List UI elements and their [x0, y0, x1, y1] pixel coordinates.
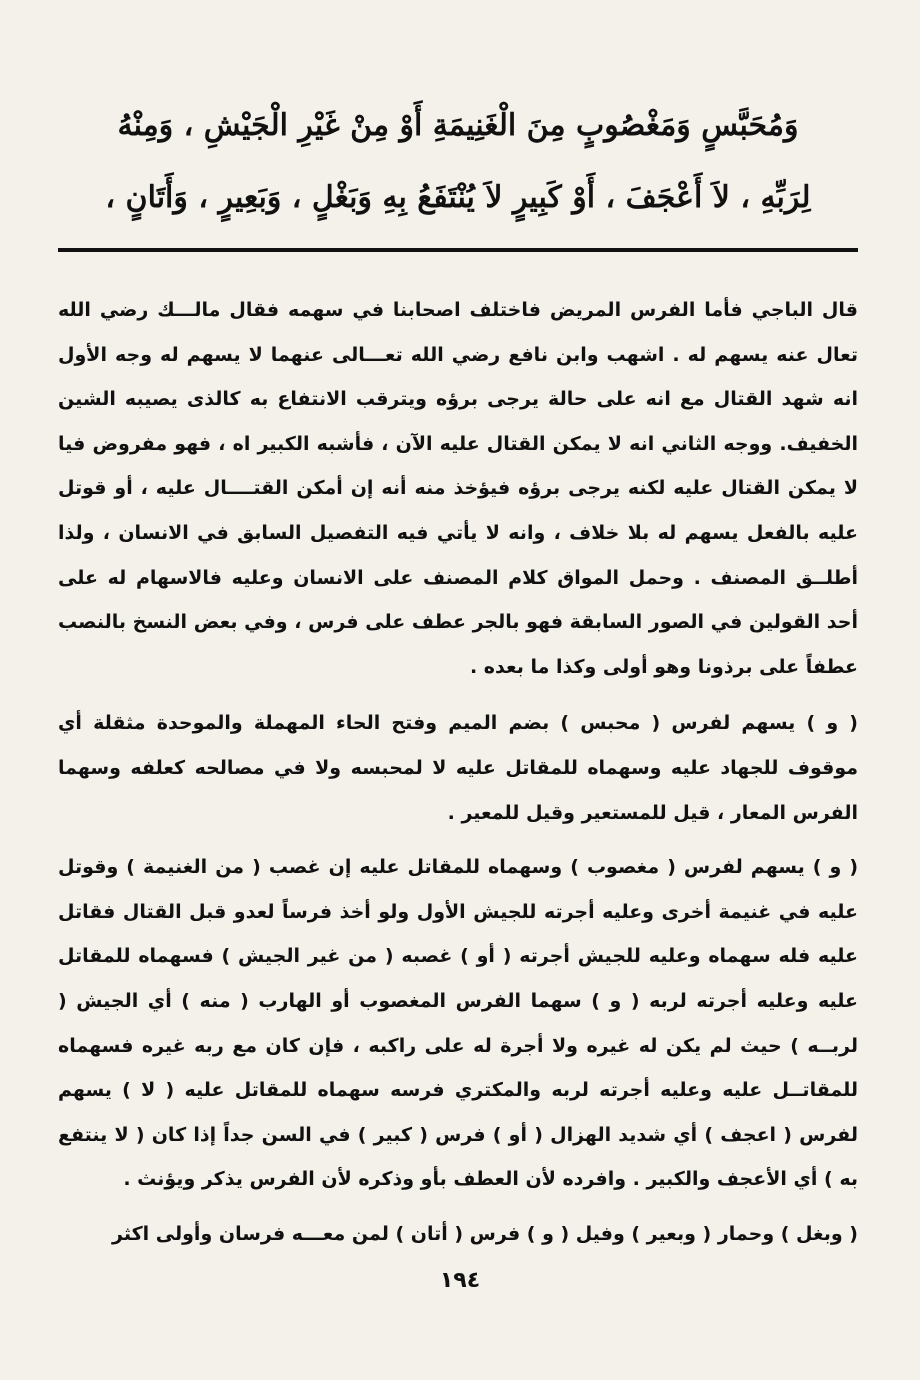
- header-divider: [58, 248, 858, 252]
- paragraph: ( و ) يسهم لفرس ( مغصوب ) وسهماه للمقاتل عليه إن غصب ( من الغنيمة ) وقوتل عليه في غنيمة أخرى وعليه أجرته للجيش الأول ولو أخذ فرساً لعدو قبل القتال فقاتل عليه فله سهماه وعليه للجيش أجرته ( أو ) غصبه ( من غير الجيش ) فسهماه للمقاتل عليه وعليه أجرته لربه ( و ) سهما الفرس المغصوب أو الهارب ( منه ) أي الجيش ( لربــه ) حيث لم يكن له غيره ولا أجرة له على راكبه ، فإن كان مع ربه غيره فسهماه للمقاتــل عليه وعليه أجرته لربه والمكتري فرسه سهماه للمقاتل عليه ( لا ) يسهم لفرس ( اعجف ) أي شديد الهزال ( أو ) فرس ( كبير ) في السن جداً إذا كان ( لا ينتفع به ) أي الأعجف والكبير . وافرده لأن العطف بأو وذكره لأن الفرس يذكر ويؤنث .: [58, 856, 858, 1191]
- paragraph: قال الباجي فأما الفرس المريض فاختلف اصحابنا في سهمه فقال مالـــك رضي الله تعال عنه يسهم له . اشهب وابن نافع رضي الله تعـــالى عنهما لا يسهم له وجه الأول انه شهد القتال مع انه على حالة يرجى برؤه ويترقب الانتفاع به كالذى يصيبه الشين الخفيف. ووجه الثاني انه لا يمكن القتال عليه الآن ، فأشبه الكبير اه ، فهو مفروض فيا لا يمكن القتال عليه لكنه يرجى برؤه فيؤخذ منه أنه إن أمكن القتــــال عليه ، أو قوتل عليه بالفعل يسهم له بلا خلاف ، وانه لا يأتي فيه التفصيل السابق في الانسان ، ولذا أطلــق المصنف . وحمل المواق كلام المصنف على الانسان وعليه فالاسهام له على أحد القولين في الصور السابقة فهو بالجر عطف على فرس ، وفي بعض النسخ بالنصب عطفاً على برذونا وهو أولى وكذا ما بعده .: [58, 299, 858, 678]
- matn-header: [58, 90, 858, 234]
- matn-line-1: وَمُحَبَّسٍ وَمَغْصُوبٍ مِنَ الْغَنِيمَةِ أَوْ مِنْ غَيْرِ الْجَيْشِ ، وَمِنْهُ: [117, 108, 799, 143]
- page-number: ١٩٤: [439, 1268, 481, 1293]
- matn-line-2: لِرَبِّهِ ، لاَ أَعْجَفَ ، أَوْ كَبِيرٍ لاَ يُنْتَفَعُ بِهِ وَبَغْلٍ ، وَبَعِيرٍ ، وَأَتَانٍ ،: [105, 180, 811, 215]
- commentary-body: [58, 288, 858, 1256]
- paragraph: ( و ) يسهم لفرس ( محبس ) بضم الميم وفتح الحاء المهملة والموحدة مثقلة أي موقوف للجهاد عليه وسهماه للمقاتل عليه لا لمحبسه ولا في مصالحه كعلفه وسهما الفرس المعار ، قيل للمستعير وقيل للمعير .: [58, 712, 858, 824]
- paragraph: ( وبغل ) وحمار ( وبعير ) وفيل ( و ) فرس ( أتان ) لمن معـــه فرسان وأولى اكثر: [112, 1222, 858, 1245]
